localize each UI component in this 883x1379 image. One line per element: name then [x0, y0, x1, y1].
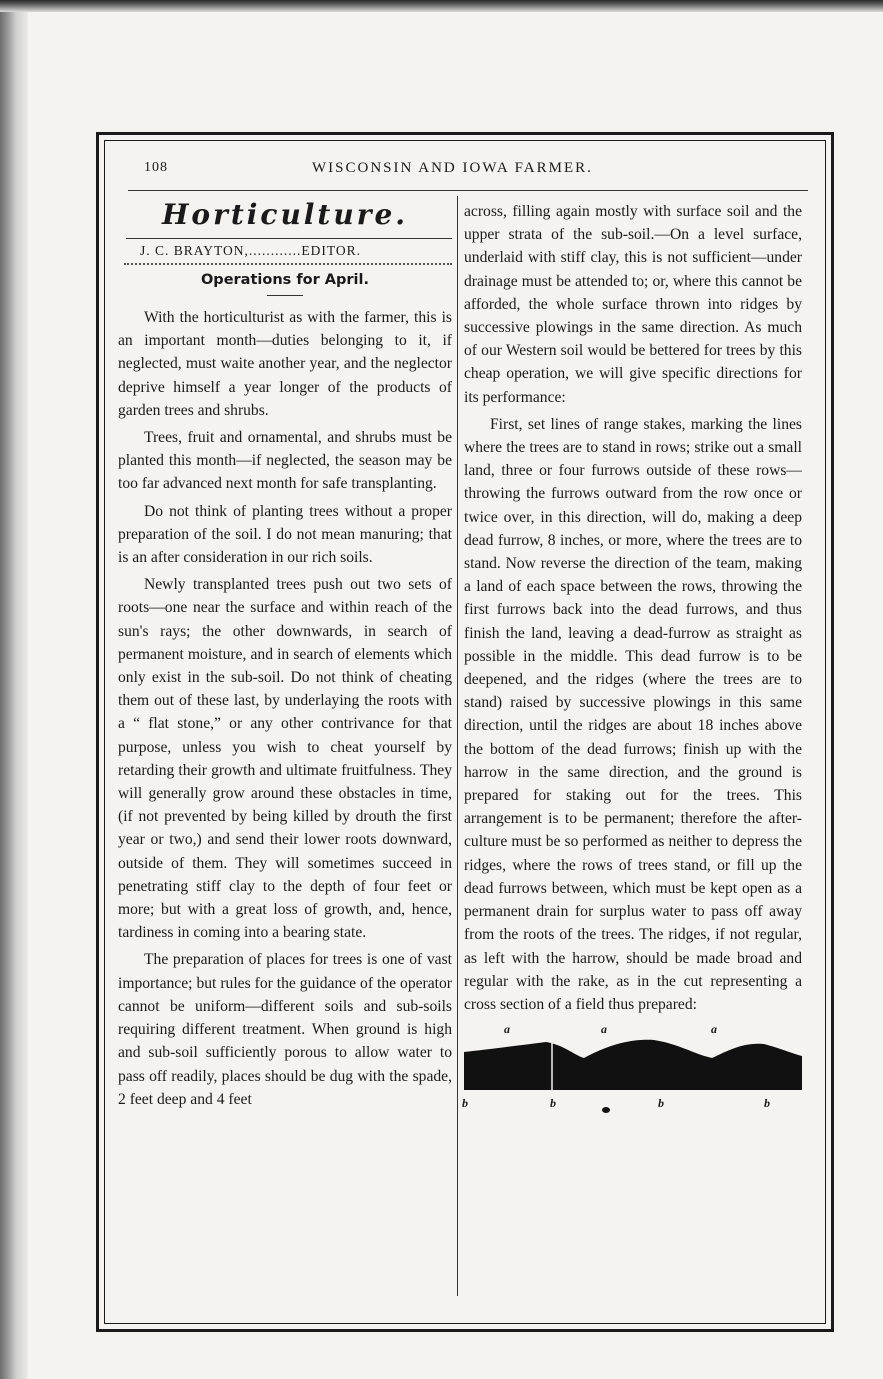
- figure-label-b: b: [764, 1096, 770, 1111]
- running-head: WISCONSIN AND IOWA FARMER.: [312, 160, 593, 176]
- article-title-rule: [267, 295, 303, 296]
- field-cross-section-figure: [464, 1020, 802, 1116]
- page-number: 108: [144, 160, 168, 175]
- column-divider: [457, 196, 458, 1296]
- figure-label-b: b: [658, 1096, 664, 1111]
- figure-label-a: a: [601, 1022, 607, 1037]
- paragraph: Trees, fruit and ornamental, and shrubs must be planted this month—if neglected, the season may be too far advanced next month for safe transplanting.: [118, 429, 452, 493]
- department-title: Horticulture.: [161, 198, 409, 231]
- ink-blot: [602, 1107, 610, 1113]
- figure-label-b: b: [462, 1096, 468, 1111]
- scan-page-edge: [0, 0, 28, 1379]
- cross-section-drawing: [464, 1020, 802, 1116]
- dotted-rule: [124, 263, 452, 265]
- ridge-profile: [464, 1040, 802, 1090]
- header-rule: [128, 190, 808, 191]
- figure-label-a: a: [504, 1022, 510, 1037]
- paragraph-continued: across, filling again mostly with surface soil and the upper strata of the sub-soil.—On a level surface, underlaid with stiff clay, this is not sufficient—under drainage must be attended to; or, where this cannot be afforded, the whole surface thrown into ridges by successive plowings in the same direction. As much of our Western soil would be bettered for trees by this cheap operation, we will give specific directions for its performance:: [464, 203, 802, 406]
- paragraph: Do not think of planting trees without a proper preparation of the soil. I do not mean manuring; that is an after consideration in our rich soils.: [118, 502, 452, 567]
- article-title: Operations for April.: [200, 272, 369, 288]
- editor-line: J. C. BRAYTON,............EDITOR.: [140, 243, 362, 258]
- paragraph: Newly transplanted trees push out two sets of roots—one near the surface and within reach of the sun's rays; the other downwards, in search of permanent moisture, and in search of elements which only exist in the sub-soil. Do not think of cheating them out of these last, by underlaying the roots with a “ flat stone,” or any other contrivance for that purpose, unless you wish to cheat yourself by retarding their growth and ultimate fruitfulness. They will generally grow around these obstacles in time, (if not prevented by being killed by drouth the first year or two,) and send their lower roots downward, outside of them. They will sometimes succeed in penetrating stiff clay to the depth of four feet or more; but with a great loss of growth, and, hence, tardiness in coming into a bearing state.: [118, 576, 452, 942]
- paragraph: First, set lines of range stakes, marking the lines where the trees are to stand in rows; strike out a small land, three or four furrows outside of these rows—throwing the furrows outward from the row once or twice over, in this direction, will do, making a deep dead furrow, 8 inches, or more, where the trees are to stand. Now reverse the direction of the team, making a land of each space between the rows, throwing the first furrows back into the dead furrows, and thus finish the land, leaving a dead-furrow as straight as possible in the middle. This dead furrow is to be deepened, and the ridges (where the trees are to stand) raised by successive plowings in this same direction, until the ridges are about 18 inches above the bottom of the dead furrows; finish up with the harrow in the same direction, and the ground is prepared for staking out for the trees. This arrangement is to be permanent; therefore the after-culture must be so performed as neither to depress the ridges, where the rows of trees stand, or fill up the dead furrows between, which must be kept open as a permanent drain for surplus water to pass off away from the roots of the trees. The ridges, if not regular, as left with the harrow, should be made broad and regular with the rake, as in the cut representing a cross section of a field thus prepared:: [464, 415, 802, 1013]
- scan-top-edge: [0, 0, 883, 12]
- left-column: [118, 196, 452, 1115]
- page-header: [140, 158, 800, 182]
- figure-label-b: b: [550, 1096, 556, 1111]
- paragraph: The preparation of places for trees is one of vast importance; but rules for the guidance of the operator cannot be uniform—different soils and sub-soils requiring different treatment. When ground is high and sub-soil sufficiently porous to allow water to pass off readily, places should be dug with the spade, 2 feet deep and 4 feet: [118, 951, 452, 1108]
- figure-label-a: a: [711, 1022, 717, 1037]
- paragraph: With the horticulturist as with the farmer, this is an important month—duties belonging to it, if neglected, must waite another year, and the neglector deprive himself a year longer of the products of garden trees and shrubs.: [118, 309, 452, 419]
- right-column: [464, 200, 802, 1116]
- title-rule: [126, 238, 452, 239]
